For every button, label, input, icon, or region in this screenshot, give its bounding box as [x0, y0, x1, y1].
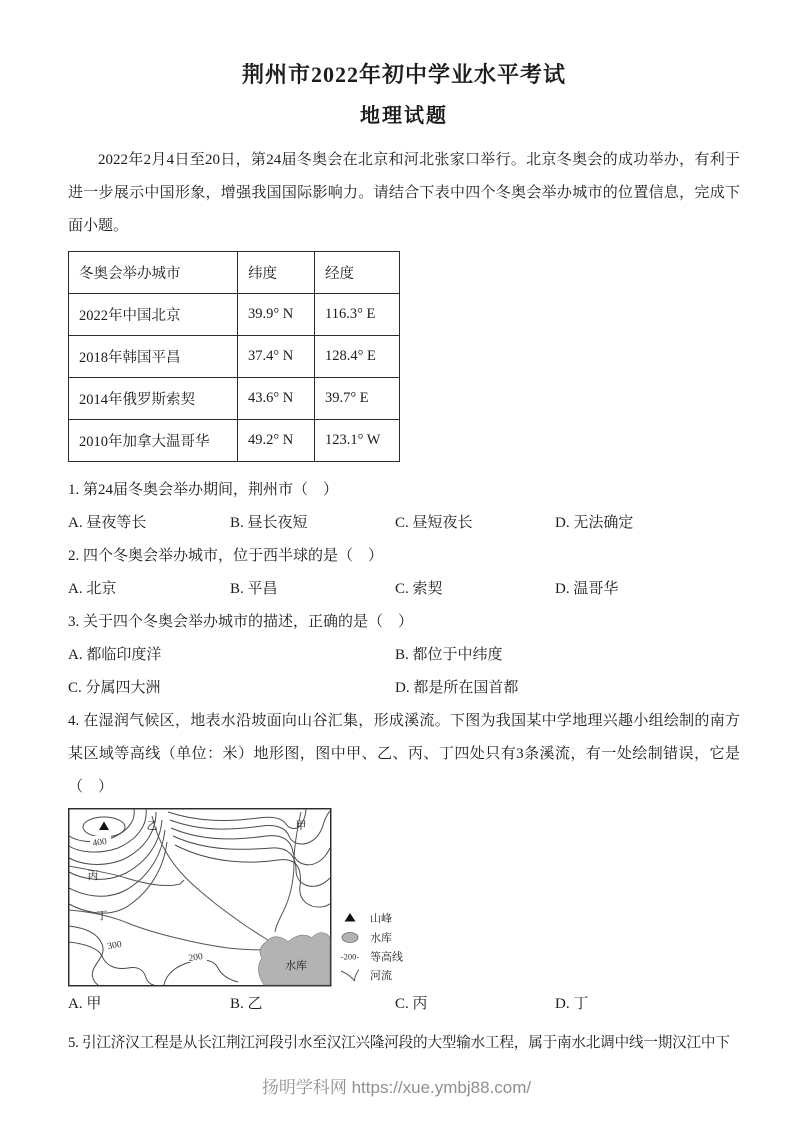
option-3c: C. 分属四大洲	[68, 680, 161, 696]
table-header-row	[69, 252, 400, 294]
watermark-footer: 扬明学科网 https://xue.ymbj88.com/	[261, 1078, 532, 1097]
map-label-yi: 乙	[146, 820, 158, 832]
option-1d: D. 无法确定	[555, 515, 634, 531]
question-4-text: 4. 在湿润气候区，地表水沿坡面向山谷汇集，形成溪流。下图为我国某中学地理兴趣小组绘制的南方某区域等高线（单位：米）地形图，图中甲、乙、丙、丁四处只有3条溪流，有一处绘制错误，它是（ ）	[68, 713, 740, 795]
table-cell-longitude: 123.1° W	[315, 420, 400, 462]
option-3a: A. 都临印度洋	[68, 647, 162, 663]
legend-contour-label: 等高线	[370, 951, 403, 964]
option-4d: D. 丁	[555, 996, 589, 1012]
map-label-jia: 甲	[295, 820, 307, 832]
table-cell-longitude: 39.7° E	[315, 378, 400, 420]
legend-reservoir-icon	[342, 933, 358, 943]
contour-label-400: 400	[91, 837, 108, 849]
option-3b: B. 都位于中纬度	[395, 647, 503, 663]
option-4a: A. 甲	[68, 996, 102, 1012]
table-cell-city: 2022年中国北京	[69, 294, 238, 336]
contour-map-svg	[68, 808, 468, 988]
contour-label-200: 200	[187, 952, 204, 964]
question-1-options	[68, 507, 740, 540]
table-cell-latitude: 43.6° N	[238, 378, 315, 420]
question-2-text: 2. 四个冬奥会举办城市，位于西半球的是（ ）	[68, 548, 384, 564]
table-cell-latitude: 37.4° N	[238, 336, 315, 378]
table-header-longitude: 经度	[315, 252, 400, 294]
map-label-ding: 丁	[96, 910, 108, 922]
table-header-city: 冬奥会举办城市	[69, 252, 238, 294]
table-cell-longitude: 116.3° E	[315, 294, 400, 336]
legend-peak-icon	[345, 913, 356, 922]
table-row	[69, 294, 400, 336]
contour-map-figure	[68, 808, 740, 988]
legend-contour-icon: -200-	[340, 951, 360, 962]
table-row	[69, 378, 400, 420]
option-4b: B. 乙	[230, 996, 263, 1012]
table-cell-city: 2018年韩国平昌	[69, 336, 238, 378]
reservoir-shape	[258, 933, 330, 985]
option-2a: A. 北京	[68, 581, 117, 597]
page-content	[68, 60, 740, 1060]
option-3d: D. 都是所在国首都	[395, 680, 519, 696]
question-3-options-row1	[68, 639, 740, 672]
contour-label-300: 300	[106, 939, 123, 953]
page-subtitle: 地理试题	[360, 105, 448, 127]
option-4c: C. 丙	[395, 996, 428, 1012]
option-1a: A. 昼夜等长	[68, 515, 147, 531]
question-5-text: 5. 引江济汉工程是从长江荆江河段引水至汉江兴隆河段的大型输水工程，属于南水北调中线一期汉江中下	[68, 1035, 730, 1051]
table-header-latitude: 纬度	[238, 252, 315, 294]
legend-reservoir-label: 水库	[370, 932, 392, 945]
question-2-options	[68, 573, 740, 606]
option-2d: D. 温哥华	[555, 581, 619, 597]
table-cell-city: 2014年俄罗斯索契	[69, 378, 238, 420]
option-2c: C. 索契	[395, 581, 443, 597]
option-2b: B. 平昌	[230, 581, 278, 597]
option-1c: C. 昼短夜长	[395, 515, 473, 531]
table-cell-latitude: 39.9° N	[238, 294, 315, 336]
question-4-options	[68, 988, 740, 1021]
legend-peak-label: 山峰	[370, 913, 392, 925]
table-cell-longitude: 128.4° E	[315, 336, 400, 378]
question-3-text: 3. 关于四个冬奥会举办城市的描述，正确的是（ ）	[68, 614, 414, 630]
legend-river-icon	[341, 970, 359, 982]
option-1b: B. 昼长夜短	[230, 515, 308, 531]
map-label-bing: 丙	[87, 870, 99, 882]
host-cities-table	[68, 251, 400, 462]
page-title: 荆州市2022年初中学业水平考试	[241, 62, 566, 87]
table-cell-city: 2010年加拿大温哥华	[69, 420, 238, 462]
map-legend	[341, 911, 403, 982]
reservoir-label: 水库	[285, 960, 307, 972]
table-cell-latitude: 49.2° N	[238, 420, 315, 462]
intro-paragraph: 2022年2月4日至20日，第24届冬奥会在北京和河北张家口举行。北京冬奥会的成功举办，有利于进一步展示中国形象，增强我国国际影响力。请结合下表中四个冬奥会举办城市的位置信息，完成下面小题。	[68, 152, 740, 234]
table-row	[69, 336, 400, 378]
question-1-text: 1. 第24届冬奥会举办期间，荆州市（ ）	[68, 482, 339, 498]
table-row	[69, 420, 400, 462]
legend-river-label: 河流	[370, 970, 392, 982]
question-3-options-row2	[68, 672, 740, 705]
